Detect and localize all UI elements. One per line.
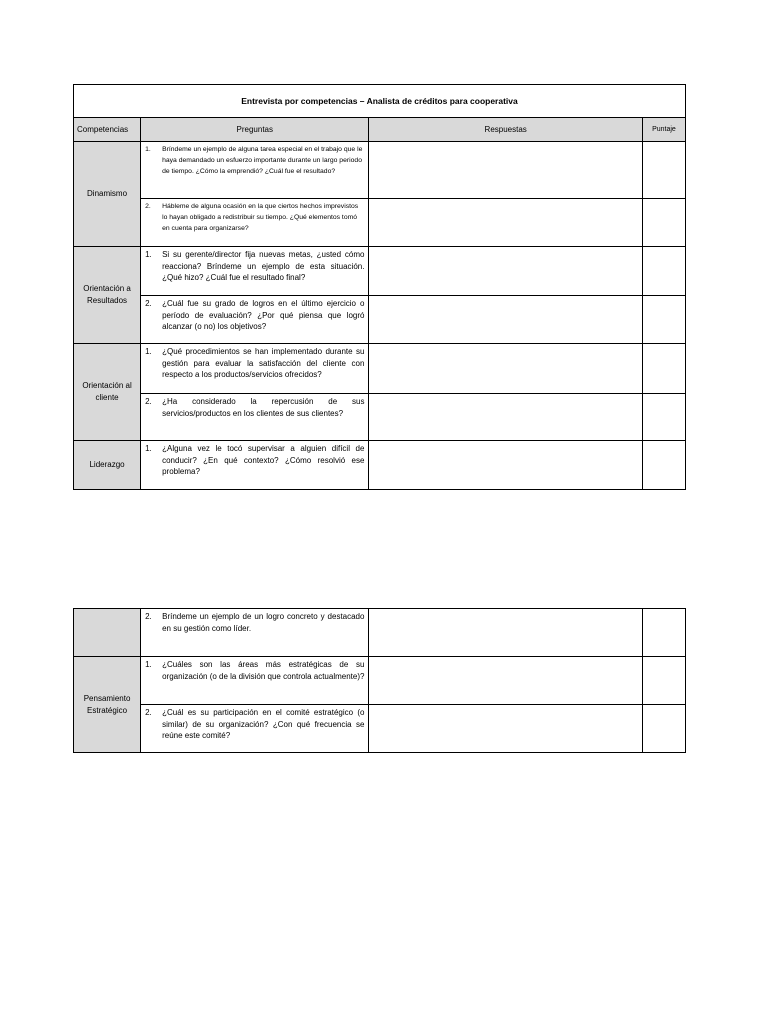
- question-cell: [141, 657, 369, 705]
- question-cell: [141, 705, 369, 753]
- competency-liderazgo: Liderazgo: [74, 441, 141, 490]
- question-cell: [141, 394, 369, 441]
- answer-cell[interactable]: [369, 609, 642, 657]
- question-cell: [141, 344, 369, 394]
- question-text: Hábleme de alguna ocasión en la que ciertos hechos imprevistos lo hayan obligado a redistribuir su tiempo. ¿Qué elementos tomó en cuenta para organizarse?: [162, 203, 359, 232]
- question-cell: [141, 142, 369, 199]
- score-cell[interactable]: [642, 394, 685, 441]
- question-number: 1.: [145, 250, 152, 259]
- question-number: 2.: [145, 708, 152, 717]
- question-number: 2.: [145, 203, 151, 210]
- question-cell: [141, 441, 369, 490]
- score-cell[interactable]: [642, 247, 685, 296]
- question-number: 2.: [145, 612, 152, 621]
- question-number: 1.: [145, 347, 152, 356]
- score-cell[interactable]: [642, 199, 685, 247]
- question-text: ¿Cuál es su participación en el comité estratégico (o similar) de su organización? ¿Con qué frecuencia se reúne este comité?: [162, 708, 365, 740]
- score-cell[interactable]: [642, 344, 685, 394]
- document-title: Entrevista por competencias – Analista de créditos para cooperativa: [74, 85, 686, 118]
- question-cell: [141, 296, 369, 344]
- score-cell[interactable]: [642, 441, 685, 490]
- score-cell[interactable]: [642, 296, 685, 344]
- answer-cell[interactable]: [369, 247, 642, 296]
- question-text: Si su gerente/director fija nuevas metas, ¿usted cómo reacciona? Bríndeme un ejemplo de esta situación. ¿Qué hizo? ¿Cuál fue el resultado final?: [162, 250, 365, 282]
- competency-liderazgo-continued: [74, 609, 141, 657]
- header-competencias: Competencias: [74, 118, 141, 142]
- competency-interview-table: [73, 84, 686, 490]
- question-text: ¿Cuáles son las áreas más estratégicas de su organización (o de la división que controla actualmente)?: [162, 660, 365, 681]
- question-number: 2.: [145, 299, 152, 308]
- question-cell: [141, 199, 369, 247]
- question-text: ¿Qué procedimientos se han implementado durante su gestión para evaluar la satisfacción del cliente con respecto a los productos/servicios ofrecidos?: [162, 347, 365, 379]
- question-cell: [141, 247, 369, 296]
- header-puntaje: Puntaje: [642, 118, 685, 142]
- answer-cell[interactable]: [369, 441, 642, 490]
- question-number: 1.: [145, 444, 152, 453]
- answer-cell[interactable]: [369, 394, 642, 441]
- score-cell[interactable]: [642, 657, 685, 705]
- question-number: 1.: [145, 146, 151, 153]
- score-cell[interactable]: [642, 609, 685, 657]
- question-number: 1.: [145, 660, 152, 669]
- competency-dinamismo: Dinamismo: [74, 142, 141, 247]
- answer-cell[interactable]: [369, 657, 642, 705]
- competency-orientacion-cliente: Orientación al cliente: [74, 344, 141, 441]
- competency-orientacion-resultados: Orientación a Resultados: [74, 247, 141, 344]
- score-cell[interactable]: [642, 142, 685, 199]
- question-text: ¿Ha considerado la repercusión de sus servicios/productos en los clientes de sus clientes?: [162, 397, 365, 418]
- question-text: ¿Cuál fue su grado de logros en el último ejercicio o período de evaluación? ¿Por qué piensa que logró alcanzar (o no) los objetivos?: [162, 299, 365, 331]
- question-text: Bríndeme un ejemplo de un logro concreto y destacado en su gestión como líder.: [162, 612, 365, 633]
- answer-cell[interactable]: [369, 199, 642, 247]
- question-text: ¿Alguna vez le tocó supervisar a alguien difícil de conducir? ¿En qué contexto? ¿Cómo resolvió ese problema?: [162, 444, 365, 476]
- competency-pensamiento-estrategico: Pensamiento Estratégico: [74, 657, 141, 753]
- competency-interview-table-continued: [73, 608, 686, 753]
- header-respuestas: Respuestas: [369, 118, 642, 142]
- question-number: 2.: [145, 397, 152, 406]
- answer-cell[interactable]: [369, 705, 642, 753]
- answer-cell[interactable]: [369, 296, 642, 344]
- score-cell[interactable]: [642, 705, 685, 753]
- answer-cell[interactable]: [369, 344, 642, 394]
- question-cell: [141, 609, 369, 657]
- question-text: Bríndeme un ejemplo de alguna tarea especial en el trabajo que le haya demandado un esfuerzo importante durante un largo periodo de tiempo. ¿Cómo la emprendió? ¿Cuál fue el resultado?: [162, 146, 363, 175]
- answer-cell[interactable]: [369, 142, 642, 199]
- header-preguntas: Preguntas: [141, 118, 369, 142]
